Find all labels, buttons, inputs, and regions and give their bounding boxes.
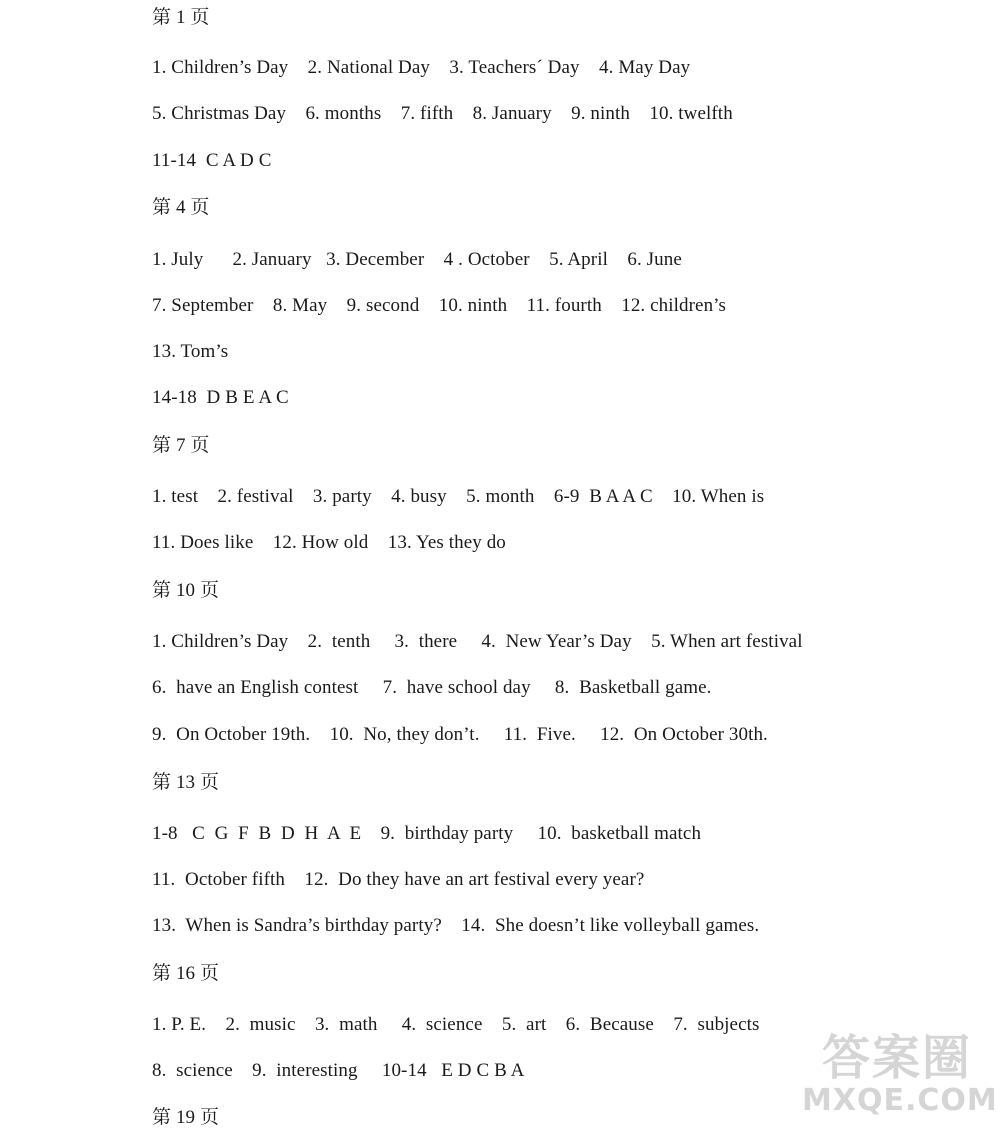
answer-line: 11. Does like 12. How old 13. Yes they do	[152, 532, 506, 553]
watermark-logo	[802, 1019, 998, 1129]
watermark-url-text: MXQE.COM	[802, 1083, 998, 1118]
answer-line: 9. On October 19th. 10. No, they don’t. 11. Five. 12. On October 30th.	[152, 724, 768, 745]
answer-line: 1. July 2. January 3. December 4 . October 5. April 6. June	[152, 249, 682, 270]
section-heading: 第 13 页	[152, 772, 220, 793]
answer-line: 14-18 D B E A C	[152, 387, 289, 408]
answer-line: 1-8 C G F B D H A E 9. birthday party 10. basketball match	[152, 823, 702, 844]
answer-line: 7. September 8. May 9. second 10. ninth 11. fourth 12. children’s	[152, 295, 727, 316]
answer-line: 1. P. E. 2. music 3. math 4. science 5. art 6. Because 7. subjects	[152, 1014, 760, 1035]
answer-line: 11. October fifth 12. Do they have an art festival every year?	[152, 869, 645, 890]
answer-line: 1. test 2. festival 3. party 4. busy 5. month 6-9 B A A C 10. When is	[152, 486, 765, 507]
answer-line: 13. When is Sandra’s birthday party? 14. She doesn’t like volleyball games.	[152, 915, 760, 936]
section-heading: 第 16 页	[152, 963, 220, 984]
answer-line: 5. Christmas Day 6. months 7. fifth 8. January 9. ninth 10. twelfth	[152, 103, 733, 124]
answer-line: 13. Tom’s	[152, 341, 229, 362]
section-heading: 第 4 页	[152, 197, 210, 218]
section-heading: 第 1 页	[152, 7, 210, 28]
answer-line: 1. Children’s Day 2. tenth 3. there 4. New Year’s Day 5. When art festival	[152, 631, 803, 652]
section-heading: 第 7 页	[152, 435, 210, 456]
answer-line: 6. have an English contest 7. have school day 8. Basketball game.	[152, 677, 712, 698]
section-heading: 第 19 页	[152, 1107, 220, 1128]
section-heading: 第 10 页	[152, 580, 220, 601]
answer-line: 8. science 9. interesting 10-14 E D C B A	[152, 1060, 525, 1081]
answer-line: 1. Children’s Day 2. National Day 3. Teachers´ Day 4. May Day	[152, 57, 691, 78]
answer-line: 11-14 C A D C	[152, 150, 272, 171]
watermark-top-text: 答案圈	[821, 1030, 972, 1086]
